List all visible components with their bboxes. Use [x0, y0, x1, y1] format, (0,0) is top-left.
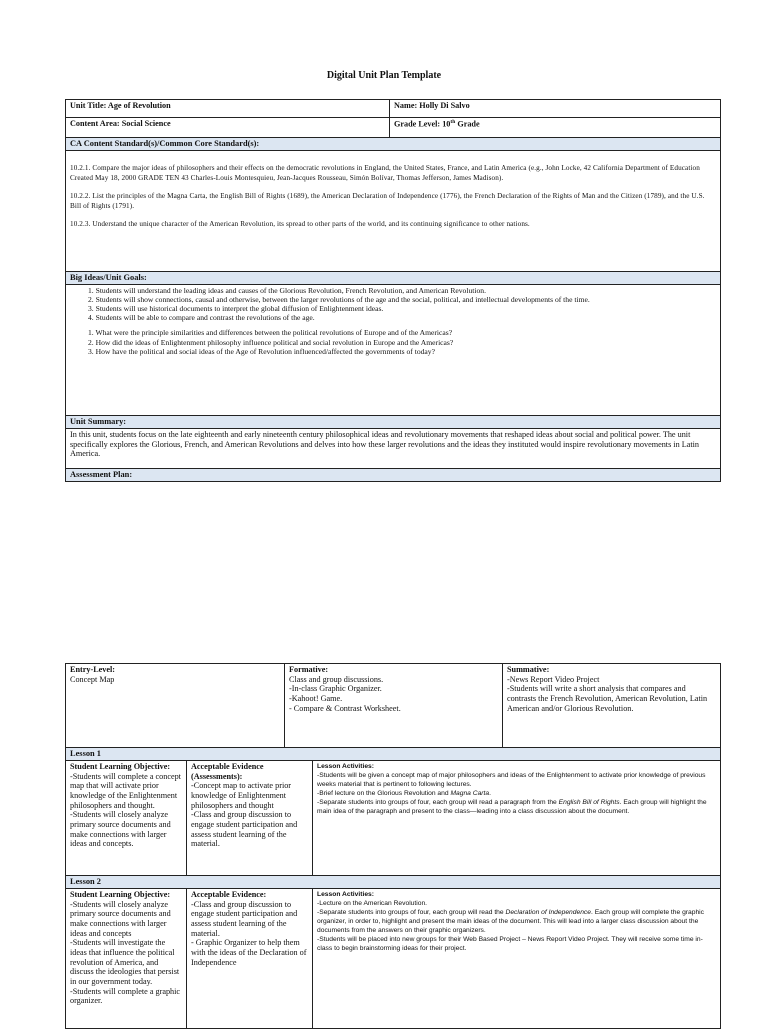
question-item: 2. How did the ideas of Enlightenment philosophy influence political and social revolution in Europe and the Americas? — [88, 337, 454, 347]
summative-item: -News Report Video Project — [507, 674, 600, 684]
grade-level-cell: Grade Level: 10th Grade — [390, 118, 721, 138]
standard-10-2-3: 10.2.3. Understand the unique character of the American Revolution, its spread to other parts of the world, and its continuing significance to other nations. — [70, 219, 530, 228]
question-item: 3. How have the political and social ideas of the Age of Revolution influenced/affected the governments of today? — [88, 346, 435, 356]
lesson-2-header: Lesson 2 — [66, 876, 721, 889]
lesson-2-activity: -Lecture on the American Revolution. — [317, 900, 428, 908]
formative-title: Formative: — [289, 665, 329, 674]
formative-item: -Kahoot! Game. — [289, 694, 343, 704]
lesson-2-activities-cell — [313, 889, 721, 1029]
lesson-1-evidence-text: -Concept map to activate prior knowledge of Enlightenment philosophers and thought -Class and group discussion to engage student participation and assess student learning of the material. — [191, 781, 298, 849]
standard-10-2-1: 10.2.1. Compare the major ideas of philosophers and their effects on the democratic revolutions in England, the United States, France, and Latin America (e.g., John Locke, 42 California Department of Education Created May 18, 2000 GRADE TEN 43 Charles-Louis Montesquieu, Jean-Jacques Rousseau, Simón Bolívar, Thomas Jefferson, James Madison). — [70, 164, 700, 183]
lesson-1-activities-title: Lesson Activities: — [317, 763, 374, 770]
summative-title: Summative: — [507, 665, 550, 674]
standards-header: CA Content Standard(s)/Common Core Standard(s): — [66, 138, 721, 151]
assessment-lessons-table — [65, 663, 721, 1029]
lesson-1-header: Lesson 1 — [66, 748, 721, 761]
summative-cell — [503, 664, 721, 748]
entry-level-cell — [66, 664, 285, 748]
formative-item: Class and group discussions. — [289, 674, 384, 684]
unit-plan-table — [65, 99, 721, 482]
big-ideas-header: Big Ideas/Unit Goals: — [66, 272, 721, 285]
unit-title-cell: Unit Title: Age of Revolution — [66, 100, 390, 118]
formative-cell — [285, 664, 503, 748]
lesson-1-objective-text: -Students will complete a concept map that will activate prior knowledge of the Enlightenment philosophers and thought. -Students will closely analyze primary source documents and make connections with larger ideas and concepts. — [70, 771, 181, 849]
goal-item: 3. Students will use historical documents to interpret the global diffusion of Enlightenment ideas. — [88, 304, 384, 314]
content-area-cell: Content Area: Social Science — [66, 118, 390, 138]
summary-header: Unit Summary: — [66, 416, 721, 429]
goal-item: 4. Students will be able to compare and contrast the revolutions of the age. — [88, 313, 315, 323]
entry-level-title: Entry-Level: — [70, 665, 116, 674]
lesson-1-activity: -Students will be given a concept map of major philosophers and ideas of the Enlightenment to activate prior knowledge of previous weeks material that is pertinent to following lectures. — [317, 772, 706, 789]
lesson-2-activities-title: Lesson Activities: — [317, 891, 374, 898]
lesson-2-objective-cell — [66, 889, 187, 1029]
lesson-1-activity: -Brief lecture on the Glorious Revolution and Magna Carta. — [317, 790, 491, 798]
entry-level-item: Concept Map — [70, 674, 115, 684]
lesson-1-activities-cell — [313, 761, 721, 876]
teacher-name-cell: Name: Holly Di Salvo — [390, 100, 721, 118]
question-item: 1. What were the principle similarities and differences between the political revolutions of Europe and of the Americas? — [88, 328, 453, 338]
lesson-1-objective-title: Student Learning Objective: — [70, 762, 171, 771]
standard-10-2-2: 10.2.2. List the principles of the Magna Carta, the English Bill of Rights (1689), the American Declaration of Independence (1776), the French Declaration of the Rights of Man and the Citizen (1789), and the U.S. Bill of Rights (1791). — [70, 191, 705, 211]
summary-cell: In this unit, students focus on the late eighteenth and early nineteenth century philosophical ideas and revolutionary movements that reshaped ideas about social and political power. The unit specifically explores the Glorious, French, and American Revolutions and delves into how these larger revolutions and the ideas they instituted would inspire revolutionary movements in Latin America. — [66, 429, 721, 469]
lesson-2-activity: -Separate students into groups of four, each group will read the Declaration of Independence. Each group will complete the graphic organizer, in order to, highlight and present the main ideas of the document. This will lead into a larger class discussion about the documents from the answers on their graphic organizers. — [317, 909, 705, 935]
lesson-2-evidence-title: Acceptable Evidence: — [191, 890, 267, 899]
lesson-1-activity: -Separate students into groups of four, each group will read a paragraph from the English Bill of Rights. Each group will highlight the main idea of the paragraph and present to the class—leading into a class discussion about the document. — [317, 799, 707, 816]
lesson-1-evidence-title: Acceptable Evidence (Assessments): — [191, 762, 264, 781]
questions-list — [70, 328, 716, 355]
document-title: Digital Unit Plan Template — [326, 70, 442, 81]
formative-item: - Compare & Contrast Worksheet. — [289, 703, 401, 713]
goal-item: 2. Students will show connections, causal and otherwise, between the larger revolutions of the age and the social, political, and intellectual developments of the time. — [88, 295, 590, 305]
big-ideas-cell — [66, 285, 721, 416]
assessment-header: Assessment Plan: — [66, 469, 721, 482]
lesson-2-activity: -Students will be placed into new groups for their Web Based Project – News Report Video Project. They will receive some time in-class to begin brainstorming ideas for their project. — [317, 936, 703, 953]
goals-list — [70, 286, 716, 322]
standards-cell — [66, 151, 721, 272]
lesson-2-evidence-text: -Class and group discussion to engage student participation and assess student learning of the material. - Graphic Organizer to help them with the ideas of the Declaration of Independence — [191, 899, 307, 967]
lesson-2-evidence-cell — [187, 889, 313, 1029]
lesson-2-objective-title: Student Learning Objective: — [70, 890, 171, 899]
lesson-1-objective-cell — [66, 761, 187, 876]
goal-item: 1. Students will understand the leading ideas and causes of the Glorious Revolution, French Revolution, and American Revolution. — [88, 286, 486, 295]
lesson-1-evidence-cell — [187, 761, 313, 876]
lesson-2-objective-text: -Students will closely analyze primary source documents and make connections with larger ideas and concepts -Students will investigate the ideas that influence the political revolution of America, and discuss the ideologies that persist in our government today. -Students will complete a graphic organizer. — [70, 899, 181, 1006]
formative-item: -In-class Graphic Organizer. — [289, 684, 382, 694]
summative-item: -Students will write a short analysis that compares and contrasts the French Revolution, American Revolution, Latin American and/or Glorious Revolution. — [507, 684, 708, 713]
